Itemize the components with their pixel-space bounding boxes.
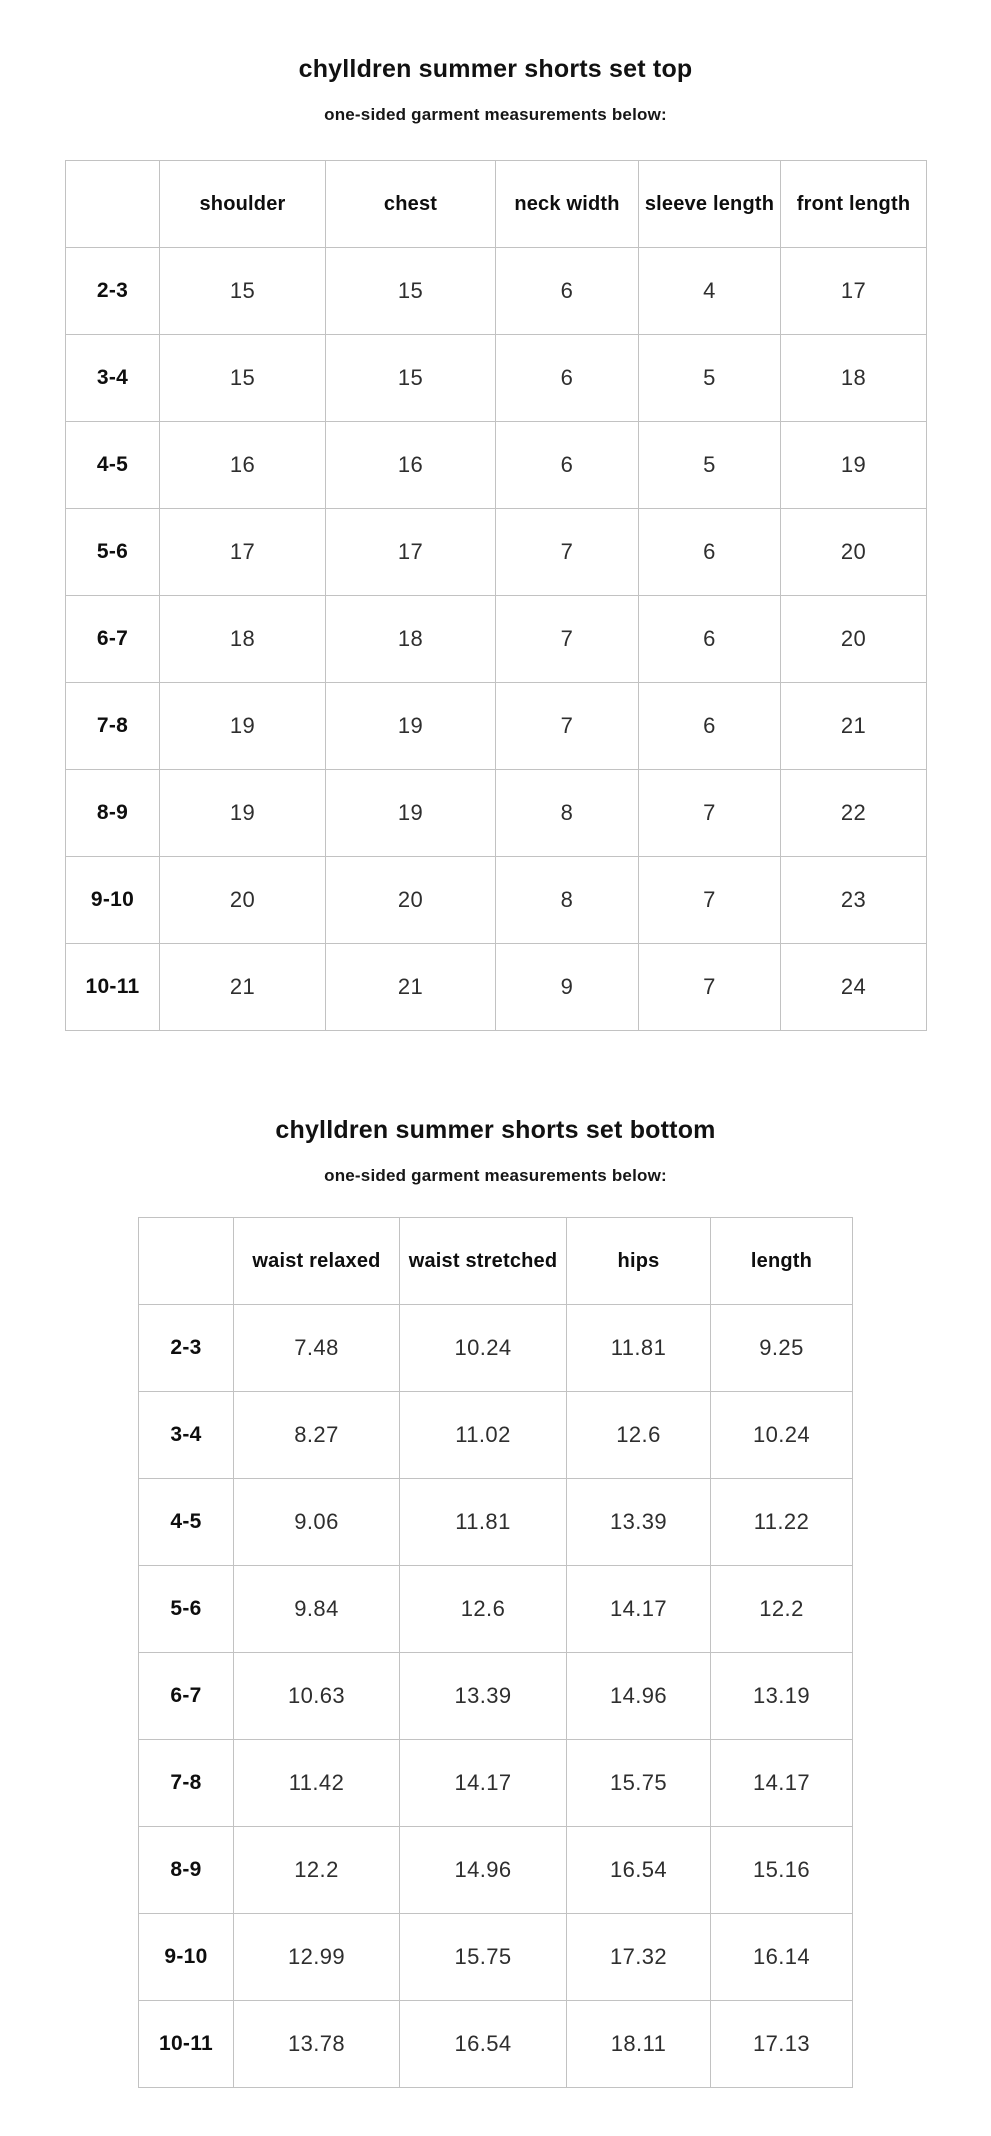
table-row <box>66 944 927 1031</box>
table-row <box>66 596 927 683</box>
section-shorts-set-bottom <box>0 1031 991 2088</box>
header-row <box>66 161 927 248</box>
measurement-value: 10.24 <box>711 1392 853 1479</box>
table-row <box>66 857 927 944</box>
measurement-value: 20 <box>781 596 927 683</box>
column-header: length <box>711 1218 853 1305</box>
measurement-value: 20 <box>781 509 927 596</box>
measurement-value: 17 <box>160 509 326 596</box>
table-row <box>66 683 927 770</box>
measurement-value: 11.22 <box>711 1479 853 1566</box>
size-label: 4-5 <box>66 422 160 509</box>
measurement-value: 10.24 <box>400 1305 567 1392</box>
size-label: 8-9 <box>139 1827 234 1914</box>
measurement-value: 15.75 <box>567 1740 711 1827</box>
measurement-value: 19 <box>326 770 496 857</box>
column-header: shoulder <box>160 161 326 248</box>
table-row <box>139 1305 853 1392</box>
measurement-value: 14.96 <box>567 1653 711 1740</box>
size-label: 2-3 <box>139 1305 234 1392</box>
measurement-value: 21 <box>160 944 326 1031</box>
measurement-value: 12.2 <box>711 1566 853 1653</box>
measurement-value: 9.84 <box>234 1566 400 1653</box>
column-header: neck width <box>496 161 639 248</box>
measurement-value: 22 <box>781 770 927 857</box>
column-header: sleeve length <box>639 161 781 248</box>
measurement-value: 12.2 <box>234 1827 400 1914</box>
measurement-value: 15 <box>160 335 326 422</box>
measurement-value: 6 <box>639 596 781 683</box>
measurement-value: 20 <box>326 857 496 944</box>
section-shorts-set-top <box>0 0 991 1031</box>
measurement-value: 8 <box>496 857 639 944</box>
measurement-value: 11.81 <box>400 1479 567 1566</box>
measurement-value: 24 <box>781 944 927 1031</box>
section-subtitle: one-sided garment measurements below: <box>324 105 667 124</box>
measurement-value: 11.42 <box>234 1740 400 1827</box>
measurement-value: 16 <box>160 422 326 509</box>
page-title: chylldren summer shorts set top <box>298 55 693 83</box>
measurement-value: 17.32 <box>567 1914 711 2001</box>
section-title: chylldren summer shorts set bottom <box>275 1116 716 1144</box>
measurement-value: 15 <box>326 248 496 335</box>
size-label: 10-11 <box>139 2001 234 2088</box>
measurement-value: 21 <box>781 683 927 770</box>
table-row <box>66 770 927 857</box>
measurement-value: 13.39 <box>567 1479 711 1566</box>
measurement-value: 19 <box>160 683 326 770</box>
measurement-value: 7 <box>639 944 781 1031</box>
measurement-value: 6 <box>639 683 781 770</box>
measurement-value: 9.06 <box>234 1479 400 1566</box>
measurement-value: 12.99 <box>234 1914 400 2001</box>
measurement-value: 6 <box>496 248 639 335</box>
measurement-value: 14.17 <box>567 1566 711 1653</box>
table-row <box>66 509 927 596</box>
measurement-value: 13.78 <box>234 2001 400 2088</box>
size-label: 5-6 <box>66 509 160 596</box>
measurement-value: 20 <box>160 857 326 944</box>
measurement-value: 9 <box>496 944 639 1031</box>
table-row <box>139 1479 853 1566</box>
corner-cell <box>66 161 160 248</box>
table-row <box>66 422 927 509</box>
measurement-value: 12.6 <box>400 1566 567 1653</box>
measurement-value: 17 <box>781 248 927 335</box>
size-label: 10-11 <box>66 944 160 1031</box>
size-label: 3-4 <box>66 335 160 422</box>
measurement-value: 16.54 <box>400 2001 567 2088</box>
measurement-value: 14.96 <box>400 1827 567 1914</box>
table-row <box>139 1392 853 1479</box>
measurement-value: 7 <box>496 509 639 596</box>
size-label: 7-8 <box>139 1740 234 1827</box>
measurement-value: 21 <box>326 944 496 1031</box>
measurement-value: 19 <box>160 770 326 857</box>
size-table-top <box>65 160 927 1031</box>
measurement-value: 10.63 <box>234 1653 400 1740</box>
measurement-value: 5 <box>639 422 781 509</box>
measurement-value: 8 <box>496 770 639 857</box>
measurement-value: 19 <box>326 683 496 770</box>
size-label: 8-9 <box>66 770 160 857</box>
measurement-value: 18.11 <box>567 2001 711 2088</box>
measurement-value: 11.81 <box>567 1305 711 1392</box>
size-label: 9-10 <box>66 857 160 944</box>
size-table-bottom <box>138 1217 853 2088</box>
measurement-value: 13.19 <box>711 1653 853 1740</box>
size-label: 9-10 <box>139 1914 234 2001</box>
table-row <box>139 1827 853 1914</box>
measurement-value: 5 <box>639 335 781 422</box>
column-header: front length <box>781 161 927 248</box>
measurement-value: 12.6 <box>567 1392 711 1479</box>
measurement-value: 14.17 <box>400 1740 567 1827</box>
header-row <box>139 1218 853 1305</box>
size-label: 6-7 <box>66 596 160 683</box>
measurement-value: 17 <box>326 509 496 596</box>
measurement-value: 6 <box>496 422 639 509</box>
measurement-value: 18 <box>781 335 927 422</box>
size-label: 2-3 <box>66 248 160 335</box>
corner-cell <box>139 1218 234 1305</box>
measurement-value: 16 <box>326 422 496 509</box>
table-row <box>139 1653 853 1740</box>
measurement-value: 15.16 <box>711 1827 853 1914</box>
measurement-value: 7 <box>496 596 639 683</box>
table-row <box>139 1566 853 1653</box>
measurement-value: 16.14 <box>711 1914 853 2001</box>
measurement-value: 7.48 <box>234 1305 400 1392</box>
measurement-value: 4 <box>639 248 781 335</box>
measurement-value: 15 <box>326 335 496 422</box>
measurement-value: 23 <box>781 857 927 944</box>
measurement-value: 9.25 <box>711 1305 853 1392</box>
table-row <box>66 335 927 422</box>
measurement-value: 6 <box>496 335 639 422</box>
measurement-value: 6 <box>639 509 781 596</box>
measurement-value: 14.17 <box>711 1740 853 1827</box>
column-header: waist relaxed <box>234 1218 400 1305</box>
measurement-value: 8.27 <box>234 1392 400 1479</box>
table-row <box>139 1914 853 2001</box>
measurement-value: 15 <box>160 248 326 335</box>
measurement-value: 18 <box>160 596 326 683</box>
size-label: 7-8 <box>66 683 160 770</box>
measurement-value: 19 <box>781 422 927 509</box>
size-label: 6-7 <box>139 1653 234 1740</box>
measurement-value: 15.75 <box>400 1914 567 2001</box>
column-header: chest <box>326 161 496 248</box>
size-label: 5-6 <box>139 1566 234 1653</box>
column-header: waist stretched <box>400 1218 567 1305</box>
size-label: 3-4 <box>139 1392 234 1479</box>
table-row <box>139 2001 853 2088</box>
table-row <box>139 1740 853 1827</box>
measurement-value: 13.39 <box>400 1653 567 1740</box>
column-header: hips <box>567 1218 711 1305</box>
table-row <box>66 248 927 335</box>
measurement-value: 16.54 <box>567 1827 711 1914</box>
measurement-value: 18 <box>326 596 496 683</box>
measurement-value: 11.02 <box>400 1392 567 1479</box>
measurement-value: 7 <box>639 857 781 944</box>
size-label: 4-5 <box>139 1479 234 1566</box>
measurement-value: 7 <box>496 683 639 770</box>
measurement-value: 7 <box>639 770 781 857</box>
measurement-value: 17.13 <box>711 2001 853 2088</box>
section-subtitle: one-sided garment measurements below: <box>324 1166 667 1185</box>
